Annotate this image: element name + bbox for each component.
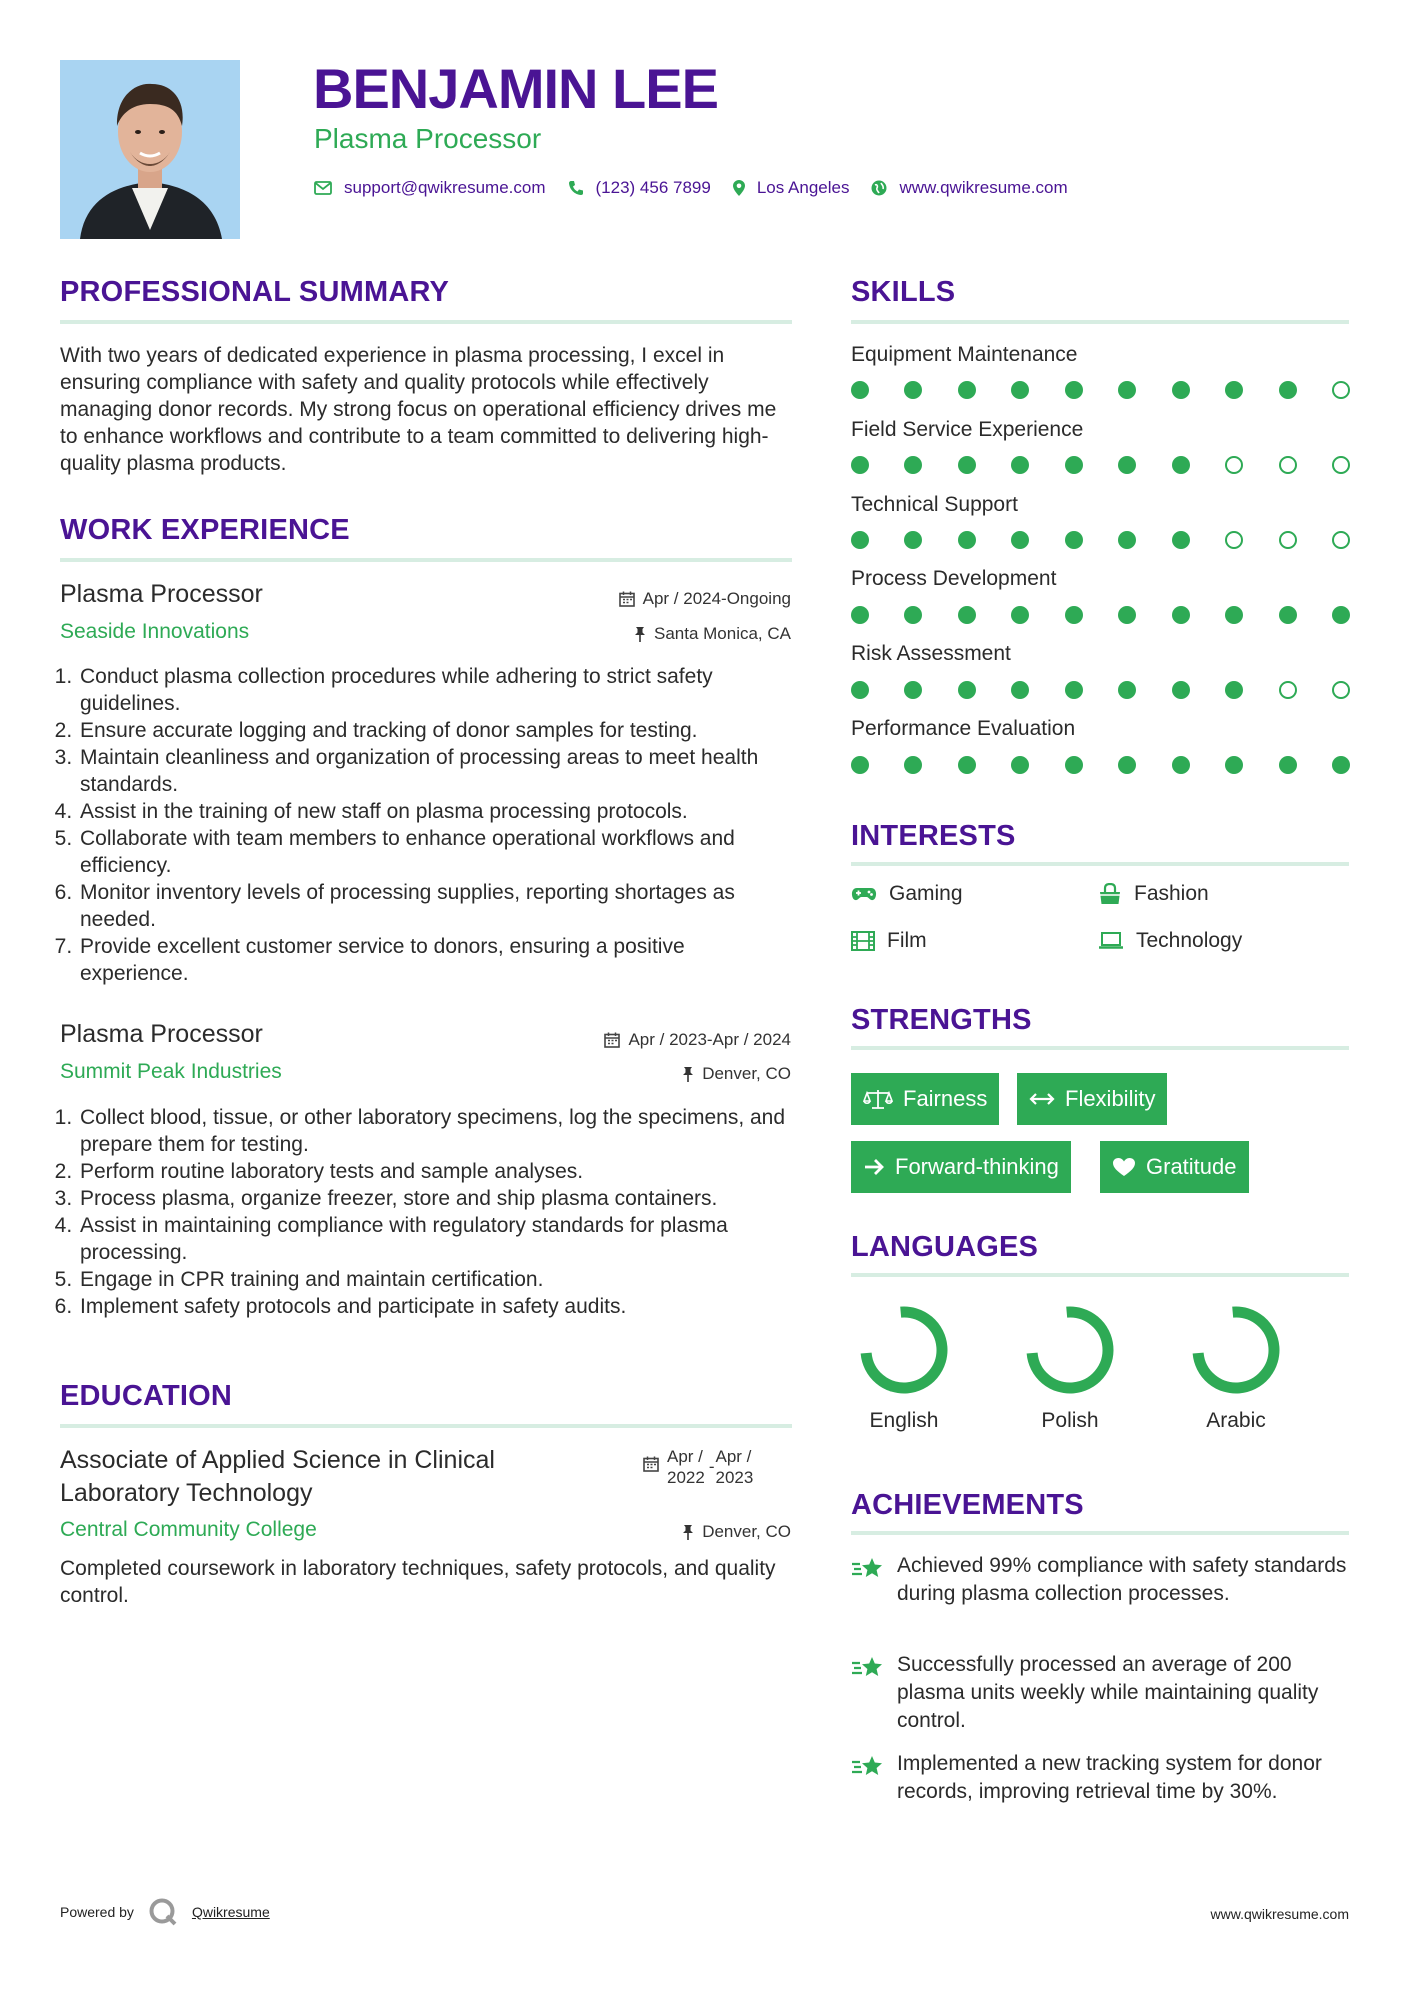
skill-dot-filled [1118, 531, 1136, 549]
skill-dot-filled [904, 756, 922, 774]
degree-title: Associate of Applied Science in Clinical Laboratory Technology [60, 1446, 495, 1507]
skill-dot-filled [1225, 756, 1243, 774]
skill-dot-filled [904, 681, 922, 699]
arrow-right-icon [863, 1158, 885, 1176]
job-responsibilities [60, 1104, 792, 1320]
skill-dot-filled [1011, 681, 1029, 699]
skill-dot-filled [1332, 606, 1350, 624]
pin-icon [682, 1066, 694, 1082]
skill-name: Performance Evaluation [851, 717, 1076, 740]
interest-technology: Technology [1098, 929, 1242, 953]
skill-rating [851, 681, 1350, 701]
interest-gaming: Gaming [851, 882, 963, 906]
heart-icon [1112, 1157, 1136, 1177]
skill-name: Equipment Maintenance [851, 343, 1078, 366]
skill-rating [851, 531, 1350, 551]
skill-dot-filled [1118, 456, 1136, 474]
summary-divider [60, 320, 792, 324]
experience-divider [60, 558, 792, 562]
skill-dot-empty [1225, 531, 1243, 549]
website-text: www.qwikresume.com [899, 178, 1068, 197]
list-item: 3. Process plasma, organize freezer, store and ship plasma containers. [78, 1185, 792, 1212]
skill-dot-filled [1065, 756, 1083, 774]
interest-fashion: Fashion [1098, 882, 1209, 906]
skill-dot-empty [1332, 531, 1350, 549]
list-item: 4. Assist in maintaining compliance with regulatory standards for plasma processing. [78, 1212, 792, 1266]
skill-dot-filled [1172, 606, 1190, 624]
shopping-bag-icon [1098, 883, 1122, 905]
skill-rating [851, 381, 1350, 401]
skill-dot-filled [904, 531, 922, 549]
language-level-arc [1195, 1309, 1277, 1391]
skill-dot-filled [1011, 531, 1029, 549]
skill-dot-filled [1279, 606, 1297, 624]
languages-divider [851, 1273, 1349, 1277]
phone-icon [568, 180, 584, 196]
list-item: 6. Implement safety protocols and participate in safety audits. [78, 1293, 792, 1320]
skill-dot-filled [1172, 531, 1190, 549]
list-item: 5. Collaborate with team members to enhance operational workflows and efficiency. [78, 825, 792, 879]
candidate-role: Plasma Processor [314, 123, 542, 154]
skill-rating [851, 456, 1350, 476]
job-title: Plasma Processor [60, 1020, 263, 1048]
skill-rating [851, 756, 1350, 776]
arrows-horizontal-icon [1029, 1092, 1055, 1106]
shooting-star-icon [851, 1556, 885, 1582]
language-label: Polish [1041, 1409, 1099, 1432]
list-item: 7. Provide excellent customer service to donors, ensuring a positive experience. [78, 933, 792, 987]
skill-dot-empty [1225, 456, 1243, 474]
skill-dot-filled [958, 606, 976, 624]
skill-dot-empty [1279, 681, 1297, 699]
strength-fairness: Fairness [851, 1073, 999, 1125]
skill-name: Technical Support [851, 493, 1018, 516]
skill-dot-filled [1172, 756, 1190, 774]
pin-icon [682, 1524, 694, 1540]
email-text: support@qwikresume.com [344, 178, 546, 197]
skill-dot-empty [1279, 456, 1297, 474]
skill-dot-filled [1065, 456, 1083, 474]
skill-dot-filled [958, 756, 976, 774]
languages-heading: LANGUAGES [851, 1231, 1039, 1263]
footer-website[interactable]: www.qwikresume.com [1210, 1906, 1349, 1922]
skill-dot-filled [1065, 681, 1083, 699]
language-label: English [869, 1409, 939, 1432]
strength-forward-thinking: Forward-thinking [851, 1141, 1071, 1193]
skill-dot-filled [958, 381, 976, 399]
skills-heading: SKILLS [851, 276, 956, 308]
list-item: 2. Perform routine laboratory tests and sample analyses. [78, 1158, 792, 1185]
skill-dot-filled [1225, 381, 1243, 399]
skill-dot-filled [904, 606, 922, 624]
skill-dot-filled [851, 531, 869, 549]
skill-name: Risk Assessment [851, 642, 1011, 665]
education-date: Apr / 2022 - Apr / 2023 [643, 1446, 753, 1488]
skill-dot-filled [1065, 606, 1083, 624]
skill-dot-filled [1225, 606, 1243, 624]
skill-dot-filled [1279, 756, 1297, 774]
skill-dot-filled [851, 606, 869, 624]
language-level-arc [863, 1309, 945, 1391]
skill-dot-filled [851, 681, 869, 699]
language-english [844, 1302, 964, 1433]
skill-dot-filled [958, 456, 976, 474]
language-level-ring [856, 1302, 952, 1398]
language-level-arc [1029, 1309, 1111, 1391]
achievements-heading: ACHIEVEMENTS [851, 1489, 1084, 1521]
footer-powered-by [60, 1897, 270, 1927]
language-level-ring [1188, 1302, 1284, 1398]
skill-dot-filled [851, 456, 869, 474]
language-arabic [1176, 1302, 1296, 1433]
company-name: Seaside Innovations [60, 620, 250, 643]
job-title: Plasma Processor [60, 580, 263, 608]
balance-scale-icon [863, 1088, 893, 1110]
education-location: Denver, CO [682, 1522, 791, 1542]
skill-dot-filled [1011, 756, 1029, 774]
skills-divider [851, 320, 1349, 324]
strength-gratitude: Gratitude [1100, 1141, 1249, 1193]
skill-dot-filled [1118, 681, 1136, 699]
powered-by-text: Powered by [60, 1904, 134, 1920]
skill-dot-filled [1172, 456, 1190, 474]
shooting-star-icon [851, 1754, 885, 1780]
achievement-item: Successfully processed an average of 200 plasma units weekly while maintaining quality control. [851, 1651, 1351, 1735]
skill-dot-empty [1279, 531, 1297, 549]
job-date: Apr / 2024-Ongoing [619, 589, 791, 609]
language-level-ring [1022, 1302, 1118, 1398]
skill-dot-filled [1118, 381, 1136, 399]
gamepad-icon [851, 886, 877, 902]
location-text: Los Angeles [756, 178, 850, 197]
brand-link[interactable]: Qwikresume [191, 1904, 270, 1920]
qwikresume-logo-icon [148, 1897, 178, 1927]
skill-dot-filled [1332, 756, 1350, 774]
list-item: 3. Maintain cleanliness and organization of processing areas to meet health standards. [78, 744, 792, 798]
skill-dot-empty [1332, 681, 1350, 699]
achievements-divider [851, 1531, 1349, 1535]
skill-dot-filled [904, 456, 922, 474]
skill-dot-filled [1065, 531, 1083, 549]
skill-dot-filled [1011, 456, 1029, 474]
school-name: Central Community College [60, 1518, 317, 1541]
calendar-icon [643, 1456, 659, 1472]
map-pin-icon [733, 180, 745, 196]
skill-rating [851, 606, 1350, 626]
job-responsibilities [60, 663, 792, 987]
skill-name: Field Service Experience [851, 418, 1084, 441]
strength-flexibility: Flexibility [1017, 1073, 1167, 1125]
list-item: 1. Conduct plasma collection procedures while adhering to strict safety guidelines. [78, 663, 792, 717]
job-location: Santa Monica, CA [634, 624, 791, 644]
contact-bar [314, 178, 1090, 198]
skill-dot-filled [1065, 381, 1083, 399]
contact-phone[interactable] [568, 178, 711, 198]
envelope-icon [314, 181, 332, 195]
skill-dot-empty [1332, 456, 1350, 474]
skill-dot-filled [1279, 381, 1297, 399]
globe-icon [871, 180, 887, 196]
language-label: Arabic [1206, 1409, 1266, 1432]
list-item: 2. Ensure accurate logging and tracking of donor samples for testing. [78, 717, 792, 744]
contact-location [733, 178, 850, 198]
skill-dot-filled [958, 531, 976, 549]
experience-heading: WORK EXPERIENCE [60, 514, 350, 546]
skill-dot-filled [958, 681, 976, 699]
skill-dot-filled [1011, 606, 1029, 624]
list-item: 1. Collect blood, tissue, or other laboratory specimens, log the specimens, and prepare them for testing. [78, 1104, 792, 1158]
candidate-name: BENJAMIN LEE [313, 57, 718, 120]
education-description: Completed coursework in laboratory techniques, safety protocols, and quality control. [60, 1557, 776, 1607]
achievement-item: Implemented a new tracking system for donor records, improving retrieval time by 30%. [851, 1750, 1351, 1806]
skill-name: Process Development [851, 567, 1057, 590]
skill-dot-filled [851, 381, 869, 399]
skill-dot-filled [904, 381, 922, 399]
job-date: Apr / 2023-Apr / 2024 [604, 1030, 791, 1050]
pin-icon [634, 626, 646, 642]
list-item: 4. Assist in the training of new staff on plasma processing protocols. [78, 798, 792, 825]
interest-film: Film [851, 929, 927, 953]
calendar-icon [619, 591, 635, 607]
skill-dot-filled [1172, 381, 1190, 399]
profile-photo [60, 60, 240, 239]
summary-heading: PROFESSIONAL SUMMARY [60, 276, 450, 308]
skill-dot-filled [1011, 381, 1029, 399]
list-item: 6. Monitor inventory levels of processing supplies, reporting shortages as needed. [78, 879, 792, 933]
skill-dot-filled [1118, 606, 1136, 624]
calendar-icon [604, 1032, 620, 1048]
contact-website[interactable] [871, 178, 1067, 198]
skill-dot-filled [1118, 756, 1136, 774]
achievement-item: Achieved 99% compliance with safety standards during plasma collection processes. [851, 1552, 1351, 1608]
contact-email[interactable] [314, 178, 546, 198]
education-divider [60, 1424, 792, 1428]
language-polish [1010, 1302, 1130, 1433]
skill-dot-filled [1172, 681, 1190, 699]
company-name: Summit Peak Industries [60, 1060, 282, 1083]
skill-dot-filled [1225, 681, 1243, 699]
list-item: 5. Engage in CPR training and maintain certification. [78, 1266, 792, 1293]
shooting-star-icon [851, 1655, 885, 1681]
laptop-icon [1098, 932, 1124, 950]
film-icon [851, 931, 875, 951]
interests-divider [851, 862, 1349, 866]
strengths-divider [851, 1046, 1349, 1050]
phone-text: (123) 456 7899 [595, 178, 711, 197]
job-location: Denver, CO [682, 1064, 791, 1084]
interests-heading: INTERESTS [851, 820, 1016, 852]
skill-dot-filled [851, 756, 869, 774]
education-heading: EDUCATION [60, 1380, 233, 1412]
skill-dot-empty [1332, 381, 1350, 399]
summary-text: With two years of dedicated experience in plasma processing, I excel in ensuring compliance with safety and quality protocols while effectively managing donor records. My strong focus on operational efficiency drives me to enhance workflows and contribute to a team committed to delivering high-quality plasma products. [60, 344, 777, 475]
strengths-heading: STRENGTHS [851, 1004, 1032, 1036]
